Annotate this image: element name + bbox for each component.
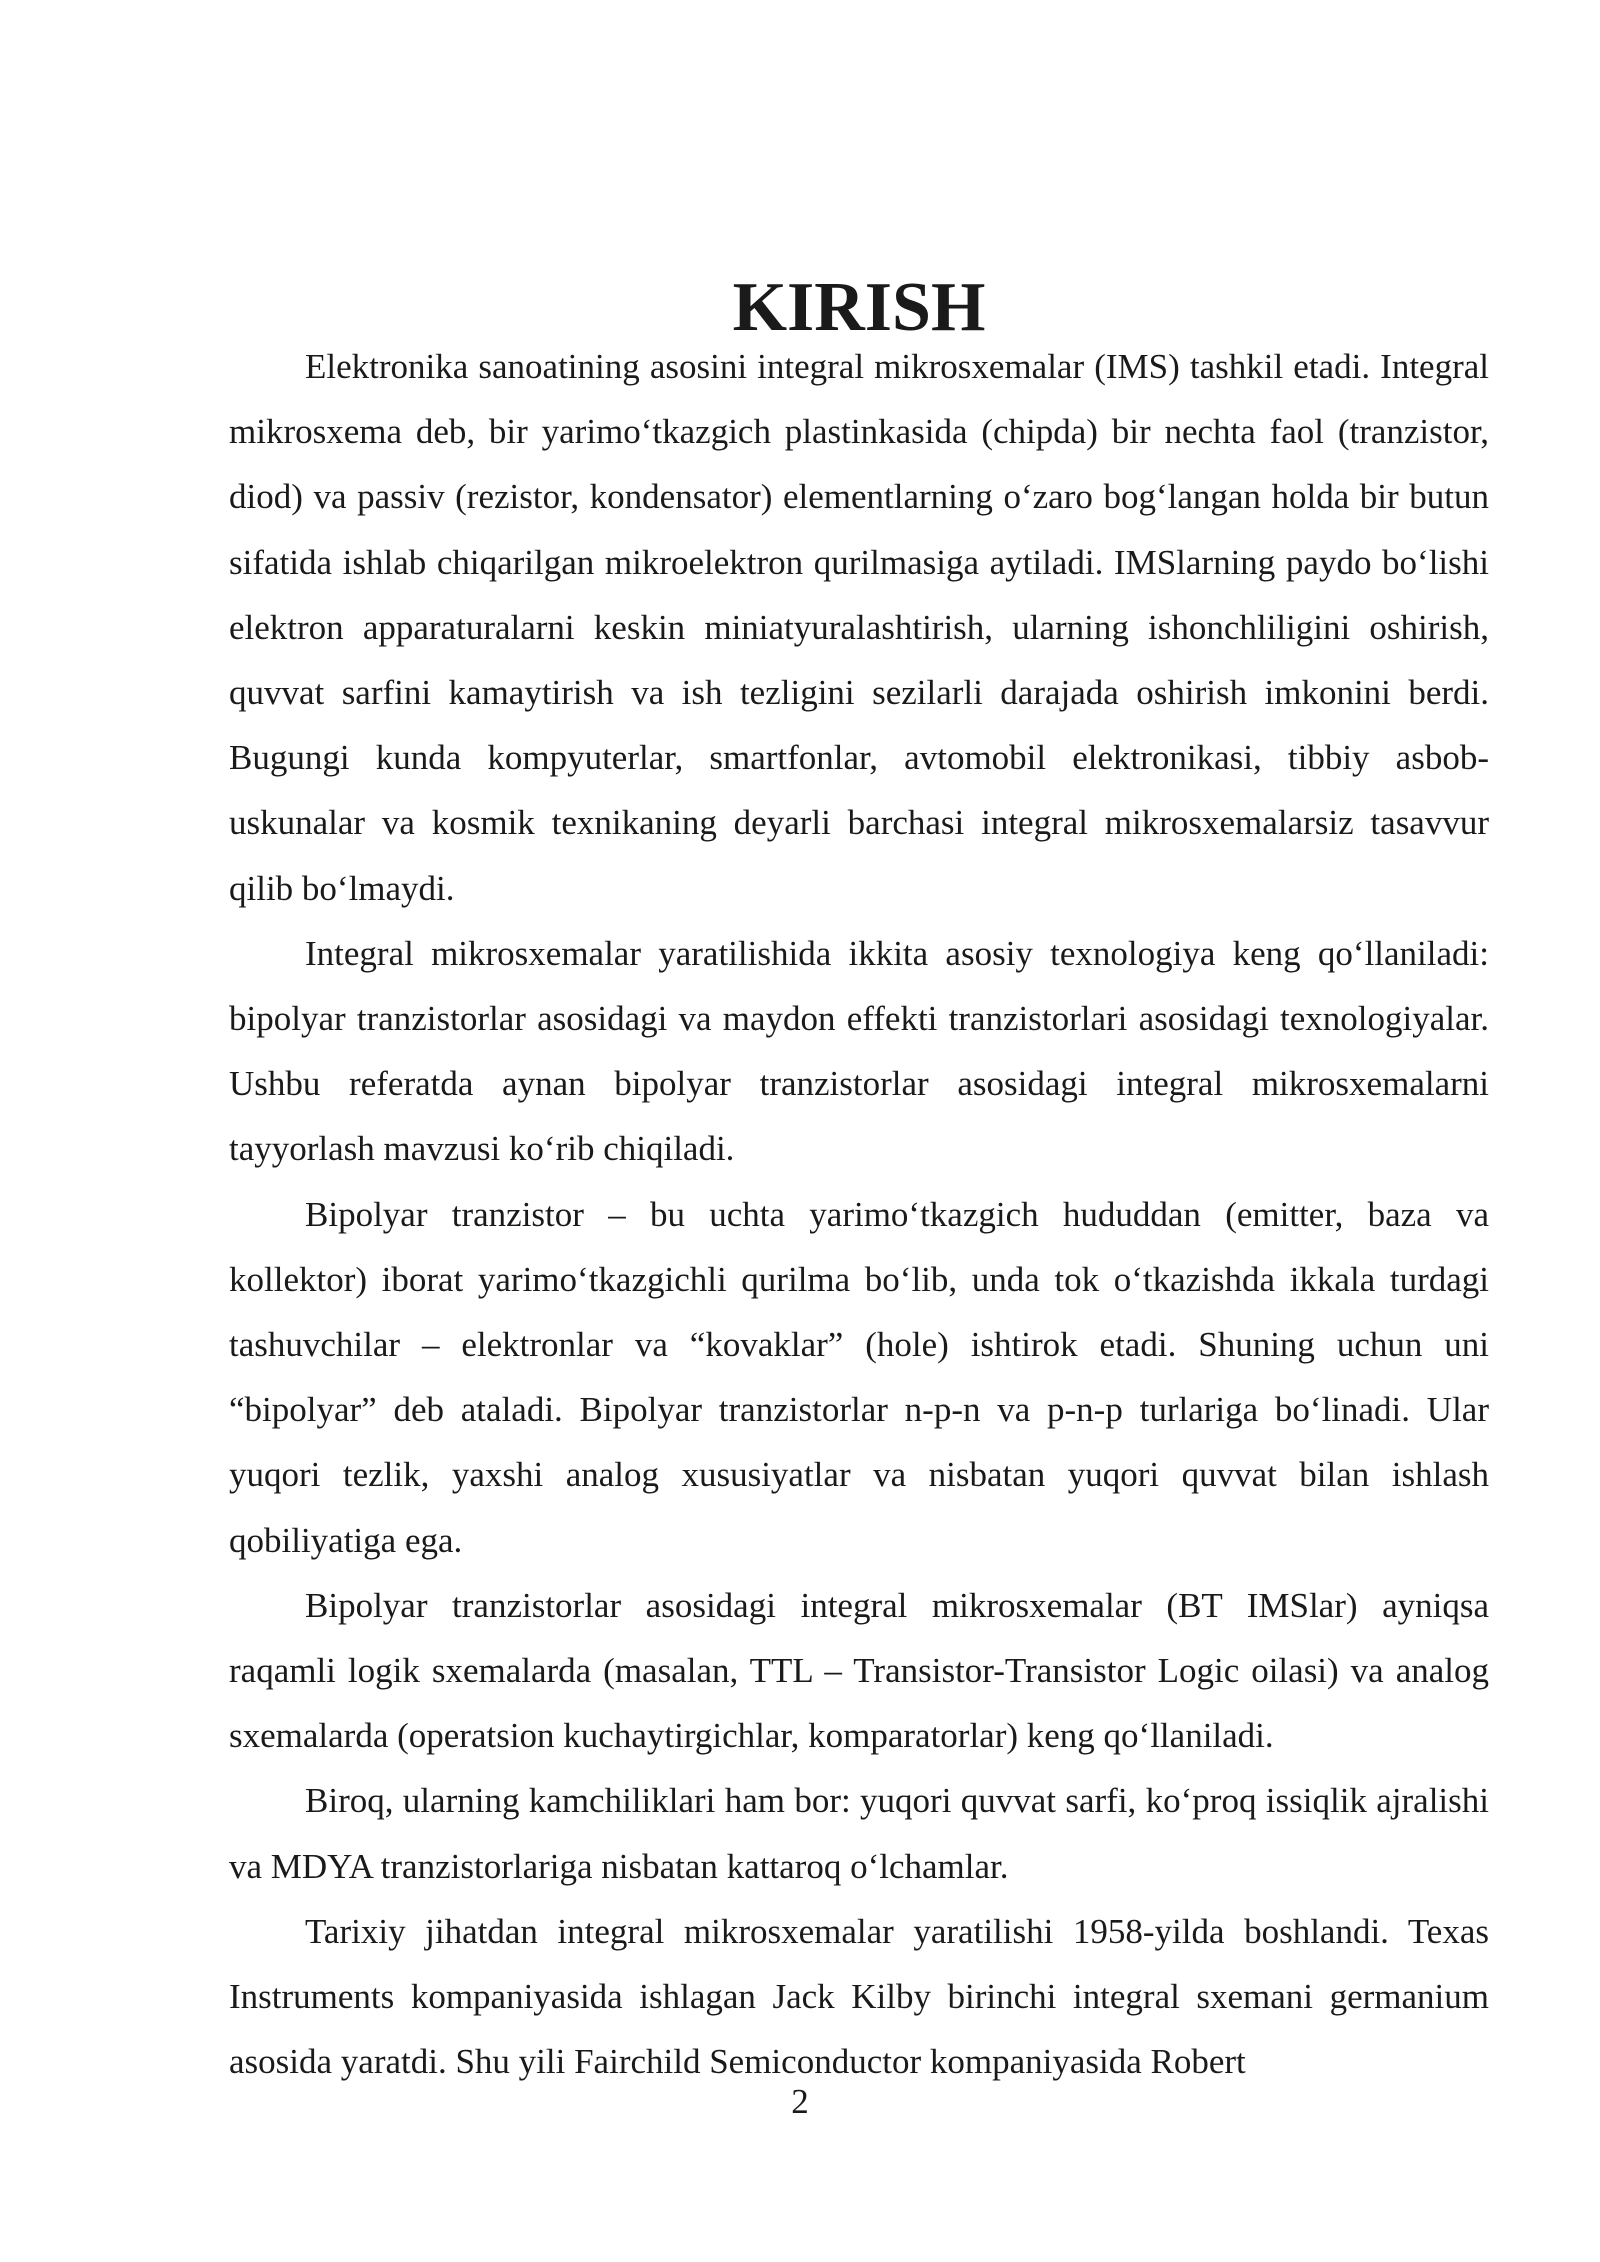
document-body <box>229 269 1489 2094</box>
page-number: 2 <box>791 2082 809 2121</box>
paragraph-bipolar-transistor: Bipolyar tranzistor – bu uchta yarimo‘tkazgich hududdan (emitter, baza va kollektor) iborat yarimo‘tkazgichli qurilma bo‘lib, unda tok o‘tkazishda ikkala turdagi tashuvchilar – elektronlar va “kovaklar” (hole) ishtirok etadi. Shuning uchun uni “bipolyar” deb ataladi. Bipolyar tranzistorlar n-p-n va p-n-p turlariga bo‘linadi. Ular yuqori tezlik, yaxshi analog xususiyatlar va nisbatan yuqori quvvat bilan ishlash qobiliyatiga ega. <box>229 1194 1489 1560</box>
paragraph-ims-definition: Elektronika sanoatining asosini integral mikrosxemalar (IMS) tashkil etadi. Integral mikrosxema deb, bir yarimo‘tkazgich plastinkasida (chipda) bir nechta faol (tranzistor, diod) va passiv (rezistor, kondensator) elementlarning o‘zaro bog‘langan holda bir butun sifatida ishlab chiqarilgan mikroelektron qurilmasiga aytiladi. IMSlarning paydo bo‘lishi elektron apparaturalarni keskin miniatyuralashtirish, ularning ishonchliligini oshirish, quvvat sarfini kamaytirish va ish tezligini sezilarli darajada oshirish imkonini berdi. Bugungi kunda kompyuterlar, smartfonlar, avtomobil elektronikasi, tibbiy asbob-uskunalar va kosmik texnikaning deyarli barchasi integral mikrosxemalarsiz tasavvur qilib bo‘lmaydi. <box>229 347 1489 908</box>
paragraph-drawbacks: Biroq, ularning kamchiliklari ham bor: yuqori quvvat sarfi, ko‘proq issiqlik ajralishi va MDYA tranzistorlariga nisbatan kattaroq o‘lchamlar. <box>229 1781 1489 1886</box>
paragraph-technologies: Integral mikrosxemalar yaratilishida ikkita asosiy texnologiya keng qo‘llaniladi: bipolyar tranzistorlar asosidagi va maydon effekti tranzistorlari asosidagi texnologiyalar. Ushbu referatda aynan bipolyar tranzistorlar asosidagi integral mikrosxemalarni tayyorlash mavzusi ko‘rib chiqiladi. <box>229 933 1489 1169</box>
paragraph-bt-ims-usage: Bipolyar tranzistorlar asosidagi integral mikrosxemalar (BT IMSlar) ayniqsa raqamli logik sxemalarda (masalan, TTL – Transistor-Transistor Logic oilasi) va analog sxemalarda (operatsion kuchaytirgichlar, komparatorlar) keng qo‘llaniladi. <box>229 1585 1489 1756</box>
section-title: KIRISH <box>732 269 986 346</box>
paragraph-history: Tarixiy jihatdan integral mikrosxemalar yaratilishi 1958-yilda boshlandi. Texas Instruments kompaniyasida ishlagan Jack Kilby birinchi integral sxemani germanium asosida yaratdi. Shu yili Fairchild Semiconductor kompaniyasida Robert <box>229 1911 1489 2082</box>
